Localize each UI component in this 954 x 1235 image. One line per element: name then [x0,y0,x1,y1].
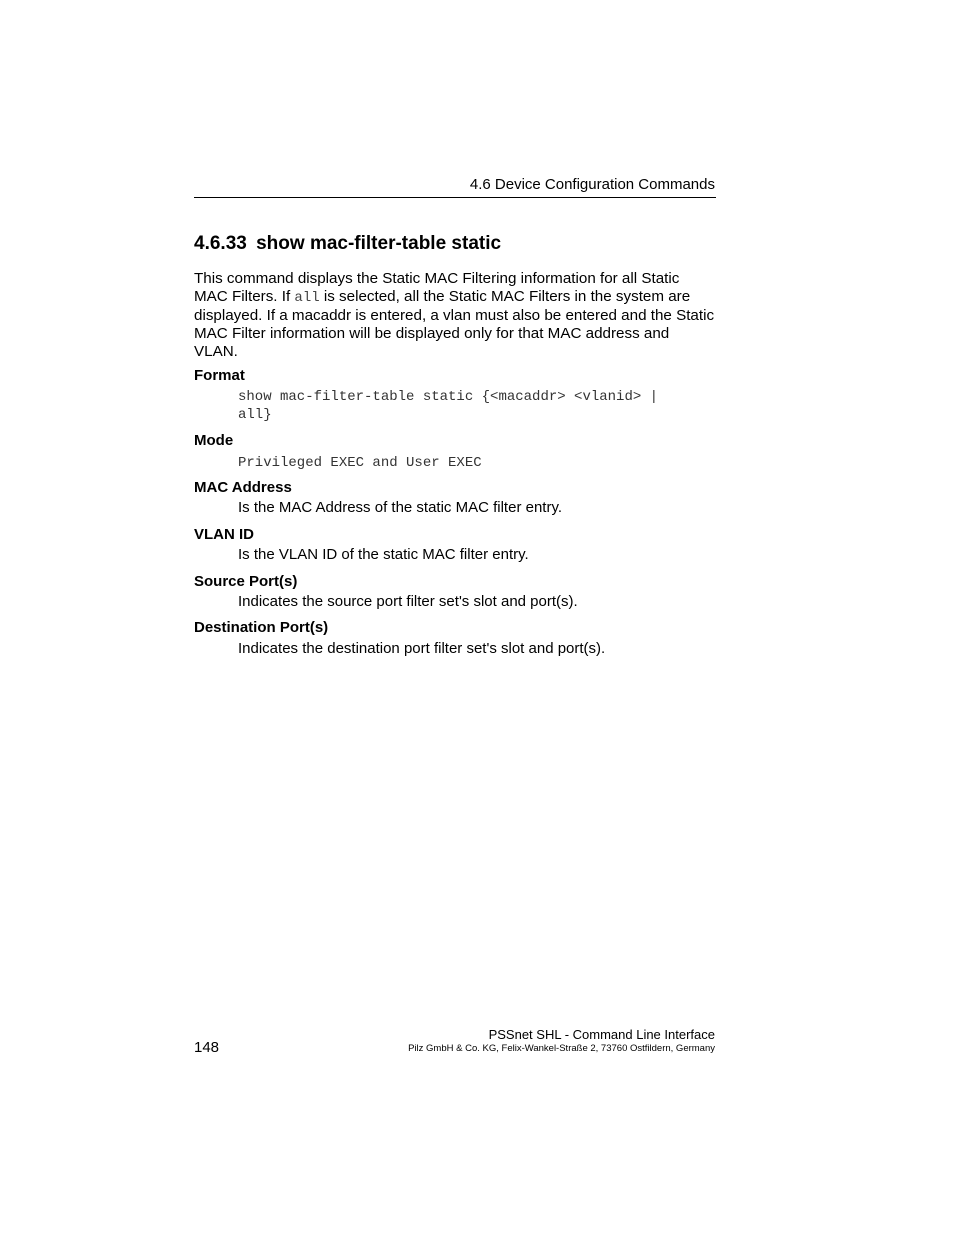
format-code-line: all} [238,407,272,423]
footer-address: Pilz GmbH & Co. KG, Felix-Wankel-Straße 2, 73760 Ostfildern, Germany [408,1043,715,1054]
intro-line: displayed. If a macaddr is entered, a vlan must also be entered and the Static [194,307,715,325]
footer-title: PSSnet SHL - Command Line Interface [488,1027,715,1042]
header-rule [194,197,716,198]
destination-ports-description: Indicates the destination port filter set's slot and port(s). [238,640,606,657]
vlan-id-description: Is the VLAN ID of the static MAC filter entry. [238,546,529,563]
destination-ports-label: Destination Port(s) [194,619,329,636]
mode-label: Mode [194,432,234,449]
section-title: show mac-filter-table static [256,233,502,254]
mac-address-description: Is the MAC Address of the static MAC filter entry. [238,499,563,516]
intro-line [194,288,724,308]
source-ports-label: Source Port(s) [194,573,298,590]
vlan-id-label: VLAN ID [194,526,254,543]
format-label: Format [194,367,245,384]
page-number: 148 [194,1039,220,1056]
source-ports-description: Indicates the source port filter set's slot and port(s). [238,593,578,610]
intro-line: This command displays the Static MAC Filtering information for all Static [194,270,680,287]
mode-code: Privileged EXEC and User EXEC [238,455,482,471]
section-number: 4.6.33 [194,233,247,254]
intro-line: VLAN. [194,342,238,360]
running-header: 4.6 Device Configuration Commands [469,176,715,193]
mac-address-label: MAC Address [194,479,292,496]
intro-text: is selected, all the Static MAC Filters in the system are [319,287,691,305]
intro-text: MAC Filters. If [194,287,295,305]
intro-line: MAC Filter information will be displayed only for that MAC address and [194,325,670,343]
section-heading [194,233,501,255]
intro-paragraph [194,270,724,361]
inline-code: all [294,289,320,306]
format-code-line: show mac-filter-table static {<macaddr> <vlanid> | [238,389,659,405]
